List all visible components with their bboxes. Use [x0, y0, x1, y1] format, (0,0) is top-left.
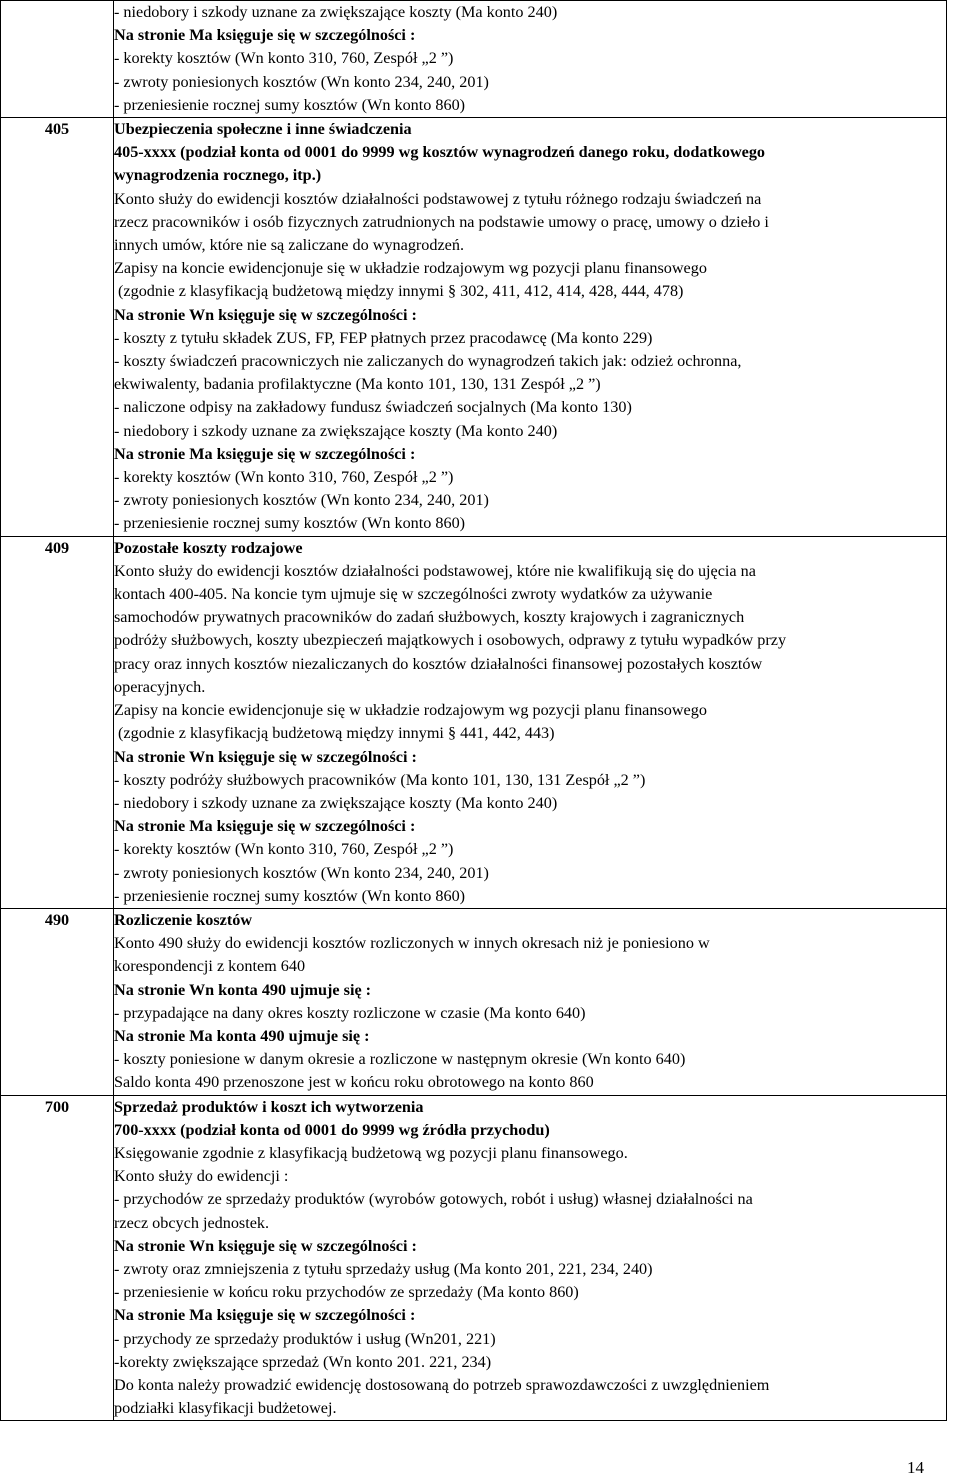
- account-text-line: (zgodnie z klasyfikacją budżetową między innymi § 302, 411, 412, 414, 428, 444, 478): [114, 282, 684, 301]
- account-text-line: podróży służbowych, koszty ubezpieczeń majątkowych i osobowych, odprawy z tytułu wypadków przy: [114, 631, 787, 650]
- account-text-line: - niedobory i szkody uznane za zwiększające koszty (Ma konto 240): [114, 793, 558, 812]
- account-section-row: [1, 118, 947, 537]
- account-section-row: [1, 1, 947, 118]
- account-number: [1, 1, 113, 24]
- account-text-line: - korekty kosztów (Wn konto 310, 760, Zespół „2 ”): [114, 840, 454, 859]
- account-heading-line: Rozliczenie kosztów: [114, 910, 253, 929]
- account-description-cell: [114, 1, 947, 118]
- account-heading-line: Pozostałe koszty rodzajowe: [114, 538, 303, 557]
- account-text-line: - przychody ze sprzedaży produktów i usług (Wn201, 221): [114, 1329, 496, 1348]
- account-text-line: Do konta należy prowadzić ewidencję dostosowaną do potrzeb sprawozdawczości z uwzględnieniem: [114, 1375, 770, 1394]
- account-heading-line: Sprzedaż produktów i koszt ich wytworzenia: [114, 1097, 424, 1116]
- account-text-line: Konto służy do ewidencji kosztów działalności podstawowej z tytułu różnego rodzaju świadczeń na: [114, 189, 762, 208]
- account-text-line: Konto 490 służy do ewidencji kosztów rozliczonych w innych okresach niż je poniesiono w: [114, 934, 710, 953]
- account-number: 700: [44, 1097, 70, 1116]
- page-number: 14: [907, 1458, 924, 1477]
- account-heading-line: Na stronie Wn księguje się w szczególności :: [114, 747, 417, 766]
- account-number: 405: [44, 120, 70, 139]
- account-description-cell: [114, 536, 947, 908]
- account-text-line: Zapisy na koncie ewidencjonuje się w układzie rodzajowym wg pozycji planu finansowego: [114, 259, 707, 278]
- account-text-line: Konto służy do ewidencji kosztów działalności podstawowej, które nie kwalifikują się do ujęcia na: [114, 561, 756, 580]
- account-heading-line: wynagrodzenia rocznego, itp.): [114, 166, 322, 185]
- account-heading-line: Na stronie Wn konta 490 ujmuje się :: [114, 980, 372, 999]
- account-text-line: - korekty kosztów (Wn konto 310, 760, Zespół „2 ”): [114, 49, 454, 68]
- account-text-line: - niedobory i szkody uznane za zwiększające koszty (Ma konto 240): [114, 421, 558, 440]
- account-heading-line: Ubezpieczenia społeczne i inne świadczenia: [114, 120, 412, 139]
- account-heading-line: Na stronie Ma księguje się w szczególności :: [114, 1306, 416, 1325]
- account-text-line: - zwroty poniesionych kosztów (Wn konto 234, 240, 201): [114, 72, 489, 91]
- account-text-line: samochodów prywatnych pracowników do zadań służbowych, koszty krajowych i zagranicznych: [114, 608, 745, 627]
- account-text-line: - koszty podróży służbowych pracowników (Ma konto 101, 130, 131 Zespół „2 ”): [114, 770, 646, 789]
- account-number: 409: [44, 538, 70, 557]
- account-text-line: - koszty z tytułu składek ZUS, FP, FEP płatnych przez pracodawcę (Ma konto 229): [114, 328, 653, 347]
- account-text-line: innych umów, które nie są zaliczane do wynagrodzeń.: [114, 236, 464, 255]
- account-text-line: Saldo konta 490 przenoszone jest w końcu roku obrotowego na konto 860: [114, 1073, 594, 1092]
- account-text-line: - zwroty poniesionych kosztów (Wn konto 234, 240, 201): [114, 863, 489, 882]
- account-text-line: - naliczone odpisy na zakładowy fundusz świadczeń socjalnych (Ma konto 130): [114, 398, 632, 417]
- account-text-line: -korekty zwiększające sprzedaż (Wn konto 201. 221, 234): [114, 1352, 492, 1371]
- account-text-line: - przeniesienie rocznej sumy kosztów (Wn konto 860): [114, 514, 466, 533]
- account-text-line: korespondencji z kontem 640: [114, 957, 306, 976]
- account-text-line: rzecz pracowników i osób fizycznych zatrudnionych na podstawie umowy o pracę, umowy o dzieło i: [114, 212, 769, 231]
- account-description-cell: [114, 908, 947, 1095]
- account-text-line: Zapisy na koncie ewidencjonuje się w układzie rodzajowym wg pozycji planu finansowego: [114, 701, 707, 720]
- account-text-line: - przypadające na dany okres koszty rozliczone w czasie (Ma konto 640): [114, 1003, 586, 1022]
- account-heading-line: Na stronie Wn księguje się w szczególności :: [114, 1236, 417, 1255]
- account-text-line: - korekty kosztów (Wn konto 310, 760, Zespół „2 ”): [114, 468, 454, 487]
- account-section-row: [1, 1095, 947, 1421]
- account-heading-line: Na stronie Ma księguje się w szczególności :: [114, 444, 416, 463]
- account-text-line: operacyjnych.: [114, 677, 206, 696]
- account-heading-line: 700-xxxx (podział konta od 0001 do 9999 wg źródła przychodu): [114, 1120, 550, 1139]
- account-text-line: kontach 400-405. Na koncie tym ujmuje się w szczególności zwroty wydatków za używanie: [114, 585, 713, 604]
- account-text-line: pracy oraz innych kosztów niezaliczanych do kosztów działalności finansowej pozostałych kosztów: [114, 654, 763, 673]
- account-number-cell: [1, 1095, 114, 1421]
- account-text-line: Księgowanie zgodnie z klasyfikacją budżetową wg pozycji planu finansowego.: [114, 1143, 628, 1162]
- account-number-cell: [1, 1, 114, 118]
- account-heading-line: Na stronie Ma księguje się w szczególności :: [114, 817, 416, 836]
- account-section-row: [1, 536, 947, 908]
- accounts-table-body: [1, 1, 947, 1421]
- account-text-line: podziałki klasyfikacji budżetowej.: [114, 1399, 337, 1418]
- account-number-cell: [1, 536, 114, 908]
- account-text-line: - przychodów ze sprzedaży produktów (wyrobów gotowych, robót i usług) własnej działalności na: [114, 1190, 753, 1209]
- account-number-cell: [1, 908, 114, 1095]
- account-text-line: (zgodnie z klasyfikacją budżetową między innymi § 441, 442, 443): [114, 724, 555, 743]
- account-number-cell: [1, 118, 114, 537]
- account-description-cell: [114, 118, 947, 537]
- account-section-row: [1, 908, 947, 1095]
- account-text-line: - zwroty oraz zmniejszenia z tytułu sprzedaży usług (Ma konto 201, 221, 234, 240): [114, 1259, 653, 1278]
- account-text-line: Konto służy do ewidencji :: [114, 1167, 289, 1186]
- account-text-line: - niedobory i szkody uznane za zwiększające koszty (Ma konto 240): [114, 3, 558, 21]
- account-text-line: rzecz obcych jednostek.: [114, 1213, 270, 1232]
- account-number: 490: [44, 910, 70, 929]
- account-text-line: - koszty poniesione w danym okresie a rozliczone w następnym okresie (Wn konto 640): [114, 1050, 686, 1069]
- account-text-line: - zwroty poniesionych kosztów (Wn konto 234, 240, 201): [114, 491, 489, 510]
- account-description-cell: [114, 1095, 947, 1421]
- account-text-line: ekwiwalenty, badania profilaktyczne (Ma konto 101, 130, 131 Zespół „2 ”): [114, 375, 601, 394]
- account-heading-line: Na stronie Wn księguje się w szczególności :: [114, 305, 417, 324]
- account-heading-line: Na stronie Ma konta 490 ujmuje się :: [114, 1026, 370, 1045]
- account-heading-line: Na stronie Ma księguje się w szczególności :: [114, 26, 416, 45]
- account-text-line: - przeniesienie w końcu roku przychodów ze sprzedaży (Ma konto 860): [114, 1283, 579, 1302]
- account-text-line: - przeniesienie rocznej sumy kosztów (Wn konto 860): [114, 886, 466, 905]
- account-heading-line: 405-xxxx (podział konta od 0001 do 9999 wg kosztów wynagrodzeń danego roku, dodatkowego: [114, 143, 766, 162]
- account-text-line: - przeniesienie rocznej sumy kosztów (Wn konto 860): [114, 95, 466, 114]
- account-text-line: - koszty świadczeń pracowniczych nie zaliczanych do wynagrodzeń takich jak: odzież ochronna,: [114, 352, 742, 371]
